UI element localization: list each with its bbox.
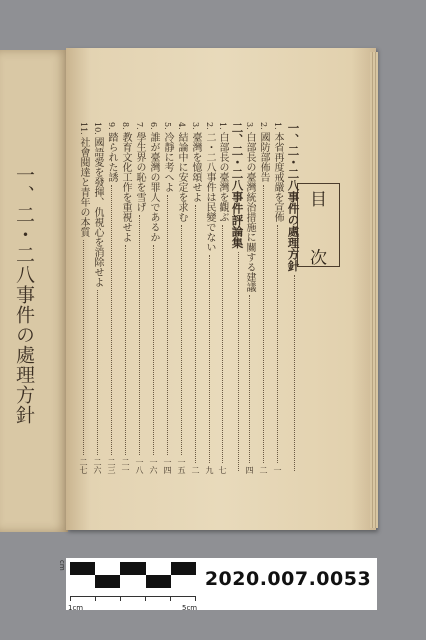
- toc-leader-dots: [97, 290, 98, 455]
- toc-page-number: 一四: [163, 458, 172, 474]
- toc-leader-dots: [294, 275, 295, 472]
- toc-leader-dots: [249, 295, 250, 463]
- toc-leader-dots: [83, 240, 84, 455]
- accession-number: 2020.007.0053: [204, 568, 372, 590]
- color-checker: [70, 562, 196, 588]
- scale-ruler: [70, 596, 196, 605]
- toc-leader-dots: [195, 205, 196, 463]
- toc-page-number: 四: [245, 466, 254, 474]
- toc-entry: [147, 122, 160, 474]
- toc-entry-title: 白部長の臺灣統治措施に關する建議: [244, 131, 255, 292]
- scale-left-label: 1cm: [68, 604, 84, 612]
- toc-entry-title: 二・二八事件は民變でない: [204, 131, 215, 252]
- toc-entry-number: 11.: [79, 122, 88, 135]
- toc-page-number: 九: [205, 466, 214, 474]
- toc-section-heading: [286, 122, 301, 474]
- toc-entry-title: 踏られた誘: [106, 131, 117, 182]
- toc-page-number: 二: [191, 466, 200, 474]
- toc-entry-number: 10.: [93, 122, 102, 135]
- toc-entry-title: 結論中に安定を求む: [176, 131, 187, 222]
- toc-leader-dots: [181, 225, 182, 455]
- toc-entry-number: 6.: [149, 122, 158, 130]
- toc-entry: [133, 122, 146, 474]
- toc-leader-dots: [263, 185, 264, 463]
- toc-page-number: 一五: [177, 458, 186, 474]
- toc-entry: [189, 122, 202, 474]
- toc-leader-dots: [222, 225, 223, 463]
- toc-page-number: 七: [218, 466, 227, 474]
- toc-entry-title: 國語愛を發揮、仇視心を消除せよ: [92, 136, 103, 287]
- toc-entry-number: 8.: [121, 122, 130, 130]
- toc-page-number: 一: [273, 466, 282, 474]
- toc-entry: [77, 122, 90, 474]
- toc-entry-title: 白部長の臺灣を觀ぶ: [217, 131, 228, 222]
- toc-entry: [91, 122, 104, 474]
- toc-entry: [105, 122, 118, 474]
- toc-page-number: 一六: [149, 458, 158, 474]
- toc-entry: [271, 122, 284, 474]
- toc-entry-title: 二、二・二八事件評論集: [230, 122, 245, 249]
- toc-page-number: 二: [259, 466, 268, 474]
- toc-entry-title: 冷靜に考へよ: [162, 131, 173, 192]
- toc-entry-number: 7.: [135, 122, 144, 130]
- toc-page-number: 二三: [107, 458, 116, 474]
- toc-leader-dots: [209, 255, 210, 463]
- toc-entry-title: 本省再度戒嚴を宣佈: [272, 131, 283, 222]
- toc-leader-dots: [111, 185, 112, 455]
- toc-entry: [257, 122, 270, 474]
- left-page-title: 一、二・二八事件の處理方針: [13, 165, 35, 425]
- toc-leader-dots: [125, 245, 126, 455]
- scale-unit-tag: cm: [58, 560, 66, 571]
- toc-entry-number: 5.: [163, 122, 172, 130]
- page-edge: [370, 52, 378, 528]
- toc-entry-number: 1.: [218, 122, 227, 130]
- toc-entry-number: 1.: [273, 122, 282, 130]
- toc-entry-title: 誰が臺灣の罪人であるか: [148, 131, 159, 242]
- toc-page-number: 二七: [79, 458, 88, 474]
- toc-entry-number: 2.: [205, 122, 214, 130]
- toc-entry-title: 學生界の恥を雪げ: [134, 131, 145, 212]
- toc-entry: [216, 122, 229, 474]
- scale-right-label: 5cm: [182, 604, 198, 612]
- toc-entry-number: 3.: [245, 122, 254, 130]
- toc-page-number: 一八: [135, 458, 144, 474]
- toc-entry-title: 臺灣を憶頌せよ: [190, 131, 201, 202]
- toc-entry-number: 9.: [107, 122, 116, 130]
- toc-entry: [119, 122, 132, 474]
- toc-entry-number: 4.: [177, 122, 186, 130]
- toc-entry-title: 社會閱達と青年の本質: [78, 136, 89, 237]
- toc-entry-number: 3.: [191, 122, 200, 130]
- toc-entry: [203, 122, 216, 474]
- toc-section-heading: [230, 122, 245, 474]
- toc-page-number: 二六: [93, 458, 102, 474]
- toc-entry-title: 教育文化工作を重視せよ: [120, 131, 131, 242]
- toc-entry-title: 一、二・二八事件の處理方針: [286, 122, 301, 272]
- toc-entry-title: 國防部佈告: [258, 131, 269, 182]
- toc-leader-dots: [153, 245, 154, 455]
- toc-leader-dots: [277, 225, 278, 463]
- toc-leader-dots: [238, 252, 239, 472]
- toc-heading: 目 次: [306, 190, 326, 284]
- toc-page-number: 二一: [121, 458, 130, 474]
- toc-leader-dots: [167, 195, 168, 455]
- toc-entry-number: 2.: [259, 122, 268, 130]
- left-page: [0, 50, 68, 532]
- toc-entry: [175, 122, 188, 474]
- toc-leader-dots: [139, 215, 140, 455]
- toc-entry: [161, 122, 174, 474]
